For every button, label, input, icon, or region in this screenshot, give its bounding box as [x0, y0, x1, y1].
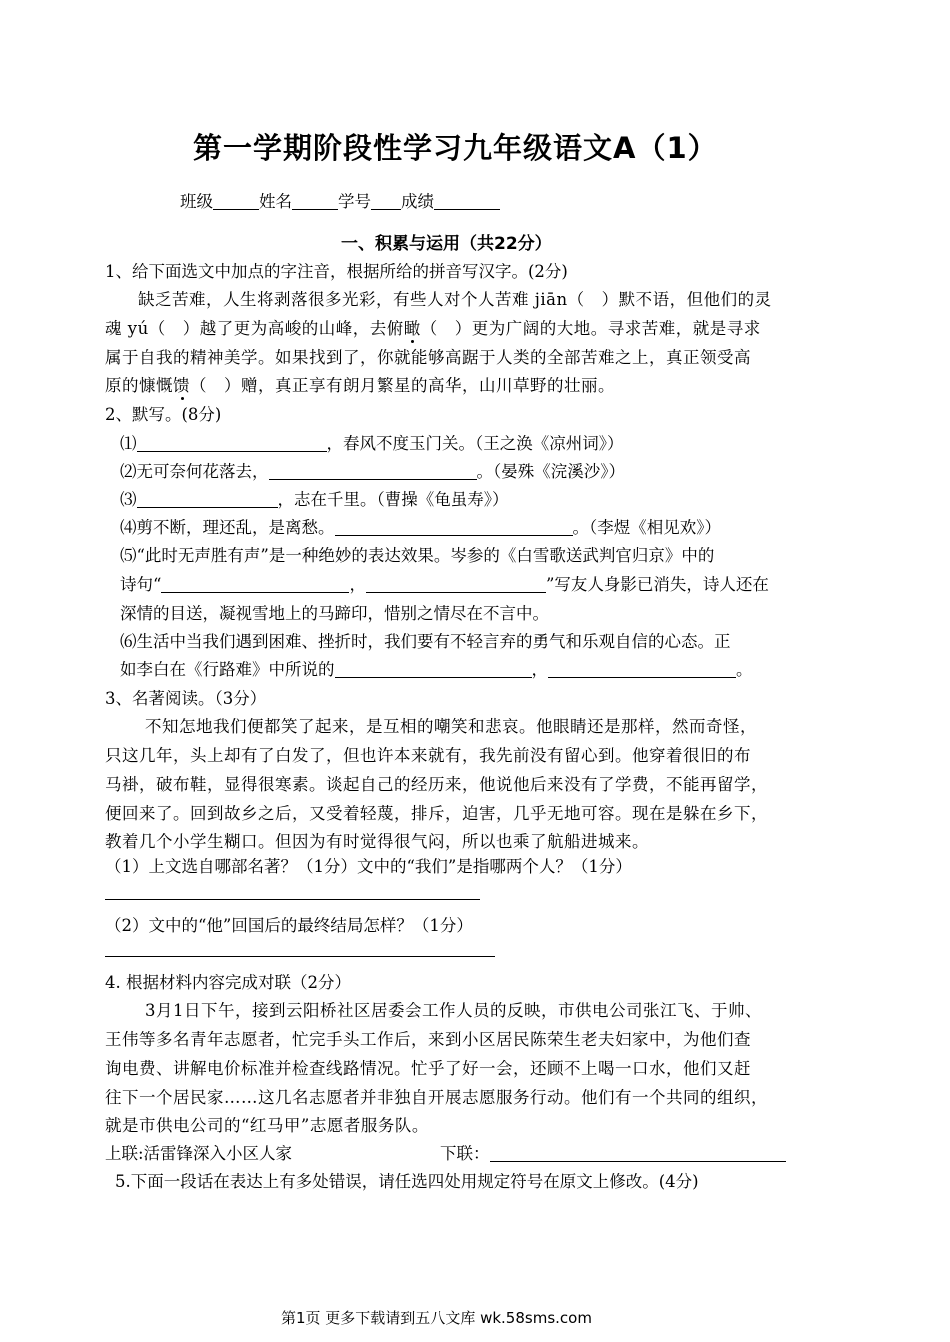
q2-item-1: ⑴ ，春风不度玉门关。（王之涣《凉州词》）	[120, 434, 624, 453]
q4-passage-line: 3月1日下午，接到云阳桥社区居委会工作人员的反映，市供电公司张江飞、于帅、	[145, 1001, 762, 1020]
score-label: 成绩	[401, 192, 434, 211]
page-footer: 第1页 更多下载请到五八文库 wk.58sms.com	[281, 1309, 592, 1327]
section-heading: 一、积累与运用（共22分）	[341, 234, 552, 254]
q3-sub-question-1: （1）上文选自哪部名著？（1分）文中的“我们”是指哪两个人？（1分）	[105, 857, 632, 876]
page-title: 第一学期阶段性学习九年级语文A（1）	[193, 131, 718, 165]
answer-blank[interactable]	[490, 1145, 786, 1162]
number-field[interactable]	[371, 193, 401, 210]
dotted-char: 瞰	[403, 319, 421, 338]
answer-blank[interactable]	[366, 576, 546, 593]
q1-line-1: 缺乏苦难，人生将剥落很多光彩，有些人对个人苦难 jiān（ ）默不语，但他们的灵	[138, 290, 772, 309]
q4-passage-line: 往下一个居民家……这几名志愿者并非独自开展志愿服务行动。他们有一个共同的组织，	[105, 1088, 768, 1107]
answer-blank[interactable]	[137, 491, 278, 508]
dotted-char: 馈	[173, 376, 190, 395]
student-info	[180, 188, 500, 212]
q2-item-6-line-2: 如李白在《行路难》中所说的 ， 。	[120, 660, 753, 679]
q3-passage-line: 马褂，破布鞋，显得很寒素。谈起自己的经历来，他说他后来没有了学费，不能再留学，	[105, 775, 768, 794]
q1-stem: 1、给下面选文中加点的字注音，根据所给的拼音写汉字。(2分)	[105, 262, 568, 281]
q2-item-4: ⑷剪不断，理还乱，是离愁。 。（李煜《相见欢》）	[120, 518, 721, 537]
q3-passage-line: 不知怎地我们便都笑了起来，是互相的嘲笑和悲哀。他眼睛还是那样，然而奇怪，	[145, 717, 757, 736]
answer-blank[interactable]	[161, 576, 349, 593]
q3-passage-line: 只这几年，头上却有了白发了，但也许本来就有，我先前没有留心到。他穿着很旧的布	[105, 746, 751, 765]
answer-blank[interactable]	[548, 661, 736, 678]
q3-passage-line: 便回来了。回到故乡之后，又受着轻蔑，排斥，迫害，几乎无地可容。现在是躲在乡下，	[105, 804, 768, 823]
q1-line-2: 魂 yú（ ）越了更为高峻的山峰，去俯瞰（ ）更为广阔的大地。寻求苦难，就是寻求	[105, 319, 761, 338]
couplet-upper: 上联:活雷锋深入小区人家	[105, 1144, 293, 1163]
q4-stem: 4. 根据材料内容完成对联（2分）	[105, 973, 351, 992]
couplet-lower: 下联：	[440, 1140, 786, 1164]
number-label: 学号	[338, 192, 371, 211]
q5-stem: 5.下面一段话在表达上有多处错误，请任选四处用规定符号在原文上修改。(4分)	[115, 1172, 699, 1191]
q4-passage-line: 王伟等多名青年志愿者，忙完手头工作后，来到小区居民陈荣生老夫妇家中，为他们查	[105, 1030, 751, 1049]
answer-blank[interactable]	[137, 435, 327, 452]
q3-stem: 3、名著阅读。（3分）	[105, 689, 267, 708]
q2-item-6-line-1: ⑹生活中当我们遇到困难、挫折时，我们要有不轻言弃的勇气和乐观自信的心态。正	[120, 632, 731, 651]
answer-blank[interactable]	[335, 519, 573, 536]
name-field[interactable]	[292, 193, 338, 210]
q3-sub-question-2: （2）文中的“他”回国后的最终结局怎样？（1分）	[105, 916, 473, 935]
q4-passage-line: 就是市供电公司的“红马甲”志愿者服务队。	[105, 1116, 429, 1135]
answer-blank[interactable]	[269, 463, 477, 480]
q2-stem: 2、默写。(8分)	[105, 405, 222, 424]
q2-item-3: ⑶ ，志在千里。（曹操《龟虽寿》）	[120, 490, 509, 509]
class-field[interactable]	[213, 193, 259, 210]
q2-item-2: ⑵无可奈何花落去， 。（晏殊《浣溪沙》）	[120, 462, 625, 481]
q3-passage-line: 教着几个小学生糊口。但因为有时觉得很气闷，所以也乘了航船进城来。	[105, 832, 649, 851]
answer-blank[interactable]	[335, 661, 532, 678]
name-label: 姓名	[259, 192, 292, 211]
q4-passage-line: 询电费、讲解电价标准并检查线路情况。忙乎了好一会，还顾不上喝一口水，他们又赶	[105, 1059, 751, 1078]
q1-line-3: 属于自我的精神美学。如果找到了，你就能够高踞于人类的全部苦难之上，真正领受高	[105, 348, 751, 367]
score-field[interactable]	[434, 193, 500, 210]
q2-item-5-line-3: 深情的目送，凝视雪地上的马蹄印，惜别之情尽在不言中。	[120, 604, 549, 623]
q1-line-4: 原的慷慨馈（ ）赠，真正享有朗月繁星的高华，山川草野的壮丽。	[105, 376, 615, 395]
q2-item-5-line-1: ⑸“此时无声胜有声”是一种绝妙的表达效果。岑参的《白雪歌送武判官归京》中的	[120, 546, 715, 565]
q2-item-5-line-2: 诗句“ ， ”写友人身影已消失，诗人还在	[120, 575, 769, 594]
answer-line[interactable]	[105, 899, 480, 900]
answer-line[interactable]	[105, 956, 495, 957]
class-label: 班级	[180, 192, 213, 211]
